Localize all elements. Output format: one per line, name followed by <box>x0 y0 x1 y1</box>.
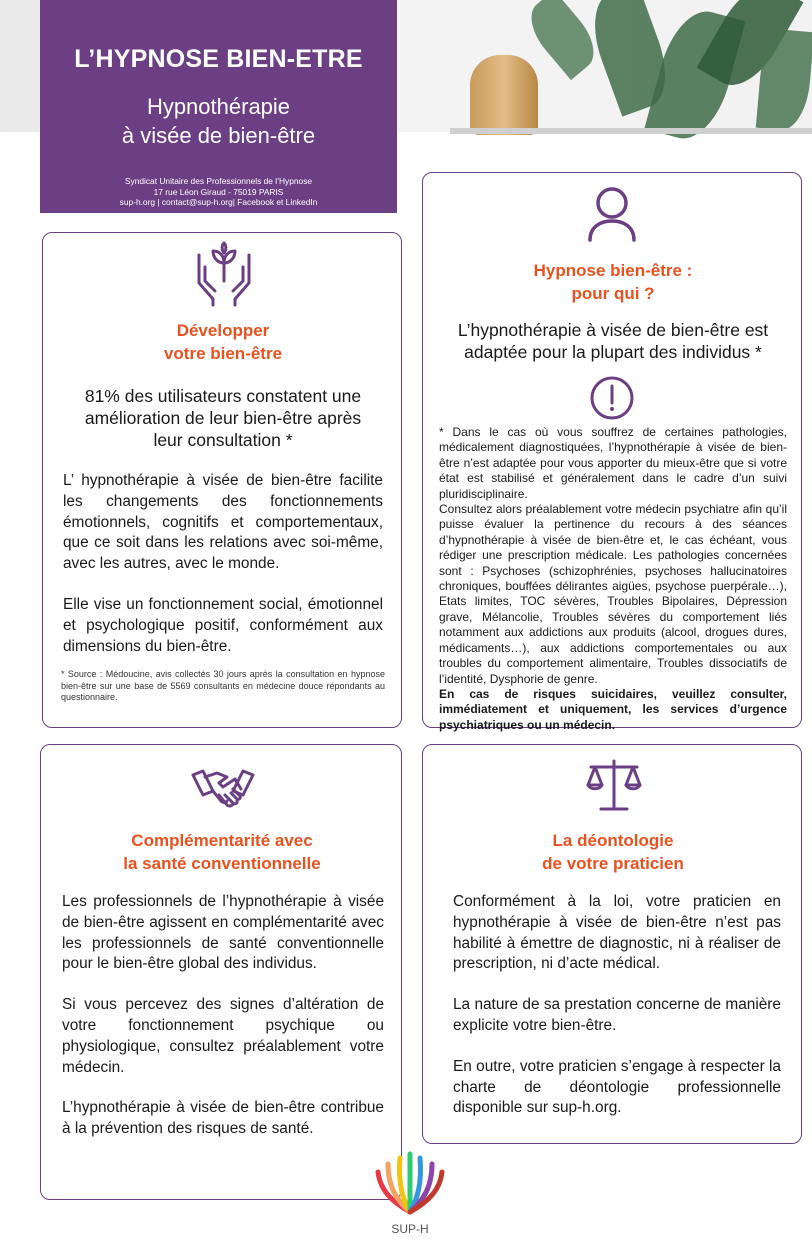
card-body: Conformément à la loi, votre praticien en hypnothérapie à visée de bien-être n’est pas habilité à émettre de diagnostic, ni à réaliser de prescription, ni d’acte médical. La nature de sa prestation concerne de manière explicite votre bien-être. En outre, votre praticien s’engage à respecter la charte de déontologie professionnelle disponible sur sup-h.org. <box>453 893 781 1117</box>
card-complementarity <box>40 744 402 1200</box>
card-heading: La déontologie de votre praticien <box>542 831 684 873</box>
logo-text: SUP-H <box>391 1222 429 1236</box>
card-develop-wellbeing <box>42 232 402 728</box>
card-lead-statistic: 81% des utilisateurs constatent une amélioration de leur bien-être après leur consultation * <box>84 386 362 450</box>
sup-h-rainbow-lotus-logo <box>370 1142 450 1222</box>
source-footnote: * Source : Médoucine, avis collectés 30 jours après la consultation en hypnose bien-être sur une base de 5569 consultants en médecine douce répondants au questionnaire. <box>61 669 385 702</box>
page-subtitle: Hypnothérapie à visée de bien-être <box>121 94 316 148</box>
vase-image <box>470 55 538 135</box>
header-banner <box>40 0 397 213</box>
card-heading: Développer votre bien-être <box>163 321 283 363</box>
hands-plant-icon <box>195 241 253 307</box>
card-heading: Hypnose bien-être : pour qui ? <box>533 261 693 303</box>
card-heading: Complémentarité avec la santé conventionnelle <box>123 831 321 873</box>
organization-info: Syndicat Unitaire des Professionnels de l’Hypnose 17 rue Léon Giraud - 75019 PARIS sup-h.org | contact@sup-h.org| Facebook et LinkedIn <box>119 176 318 207</box>
card-body: L’ hypnothérapie à visée de bien-être facilite les changements des fonctionnements émotionnels, cognitifs et comportementaux, que ce soit dans les relations avec soi-même, avec les autres, avec le monde. Elle vise un fonctionnement social, émotionnel et psychologique positif, conformément aux dimensions du bien-être. <box>63 472 383 655</box>
page-title: L’HYPNOSE BIEN-ETRE <box>74 45 363 73</box>
card-lead: L’hypnothérapie à visée de bien-être est adaptée pour la plupart des individus * <box>457 320 769 362</box>
scales-icon <box>585 757 643 813</box>
emergency-note: En cas de risques suicidaires, veuillez consulter, immédiatement et uniquement, les services d’urgence psychiatriques ou un médecin. <box>439 686 787 732</box>
user-icon <box>587 185 637 243</box>
handshake-icon <box>191 765 255 811</box>
exclamation-icon <box>589 375 635 421</box>
card-who-for <box>422 172 802 732</box>
card-ethics <box>422 744 802 1144</box>
card-notes: * Dans le cas où vous souffrez de certaines pathologies, médicalement diagnostiquées, l’hypnothérapie à visée de bien-être n’est adaptée pour vous apporter du mieux-être que si votre état est stabilisé et généralement dans le cadre d’un suivi pluridisciplinaire. Consultez alors préalablement votre médecin psychiatre afin qu’il puisse évaluer la pertinence du recours à des séances d’hypnothérapie à visée de bien-être et, le cas échéant, vous rédiger une prescription médicale. Les pathologies concernées sont : Psychoses (schizophrénies, psychoses hallucinatoires chroniques, bouffées délirantes aigües, psychose puerpérale…), Etats limites, TOC sévères, Troubles Bipolaires, Dépression grave, Mélancolie, Troubles sévères du comportement liés notamment aux addictions aux produits (alcool, drogues dures, médicaments…), aux addictions comportementales ou aux troubles du comportement alimentaire, Troubles dissociatifs de l’identité, Dysphorie de genre. En cas de risques suicidaires, veuillez consulter, immédiatement et uniquement, les services d’urgence psychiatriques ou un médecin. <box>439 425 787 732</box>
card-body: Les professionnels de l’hypnothérapie à visée de bien-être agissent en complémentarité avec les professionnels de santé conventionnelle pour le bien-être global des individus. Si vous percevez des signes d’altération de votre fonctionnement psychique ou physiologique, consultez préalablement votre médecin. L’hypnothérapie à visée de bien-être contribue à la prévention des risques de santé. <box>62 893 384 1138</box>
